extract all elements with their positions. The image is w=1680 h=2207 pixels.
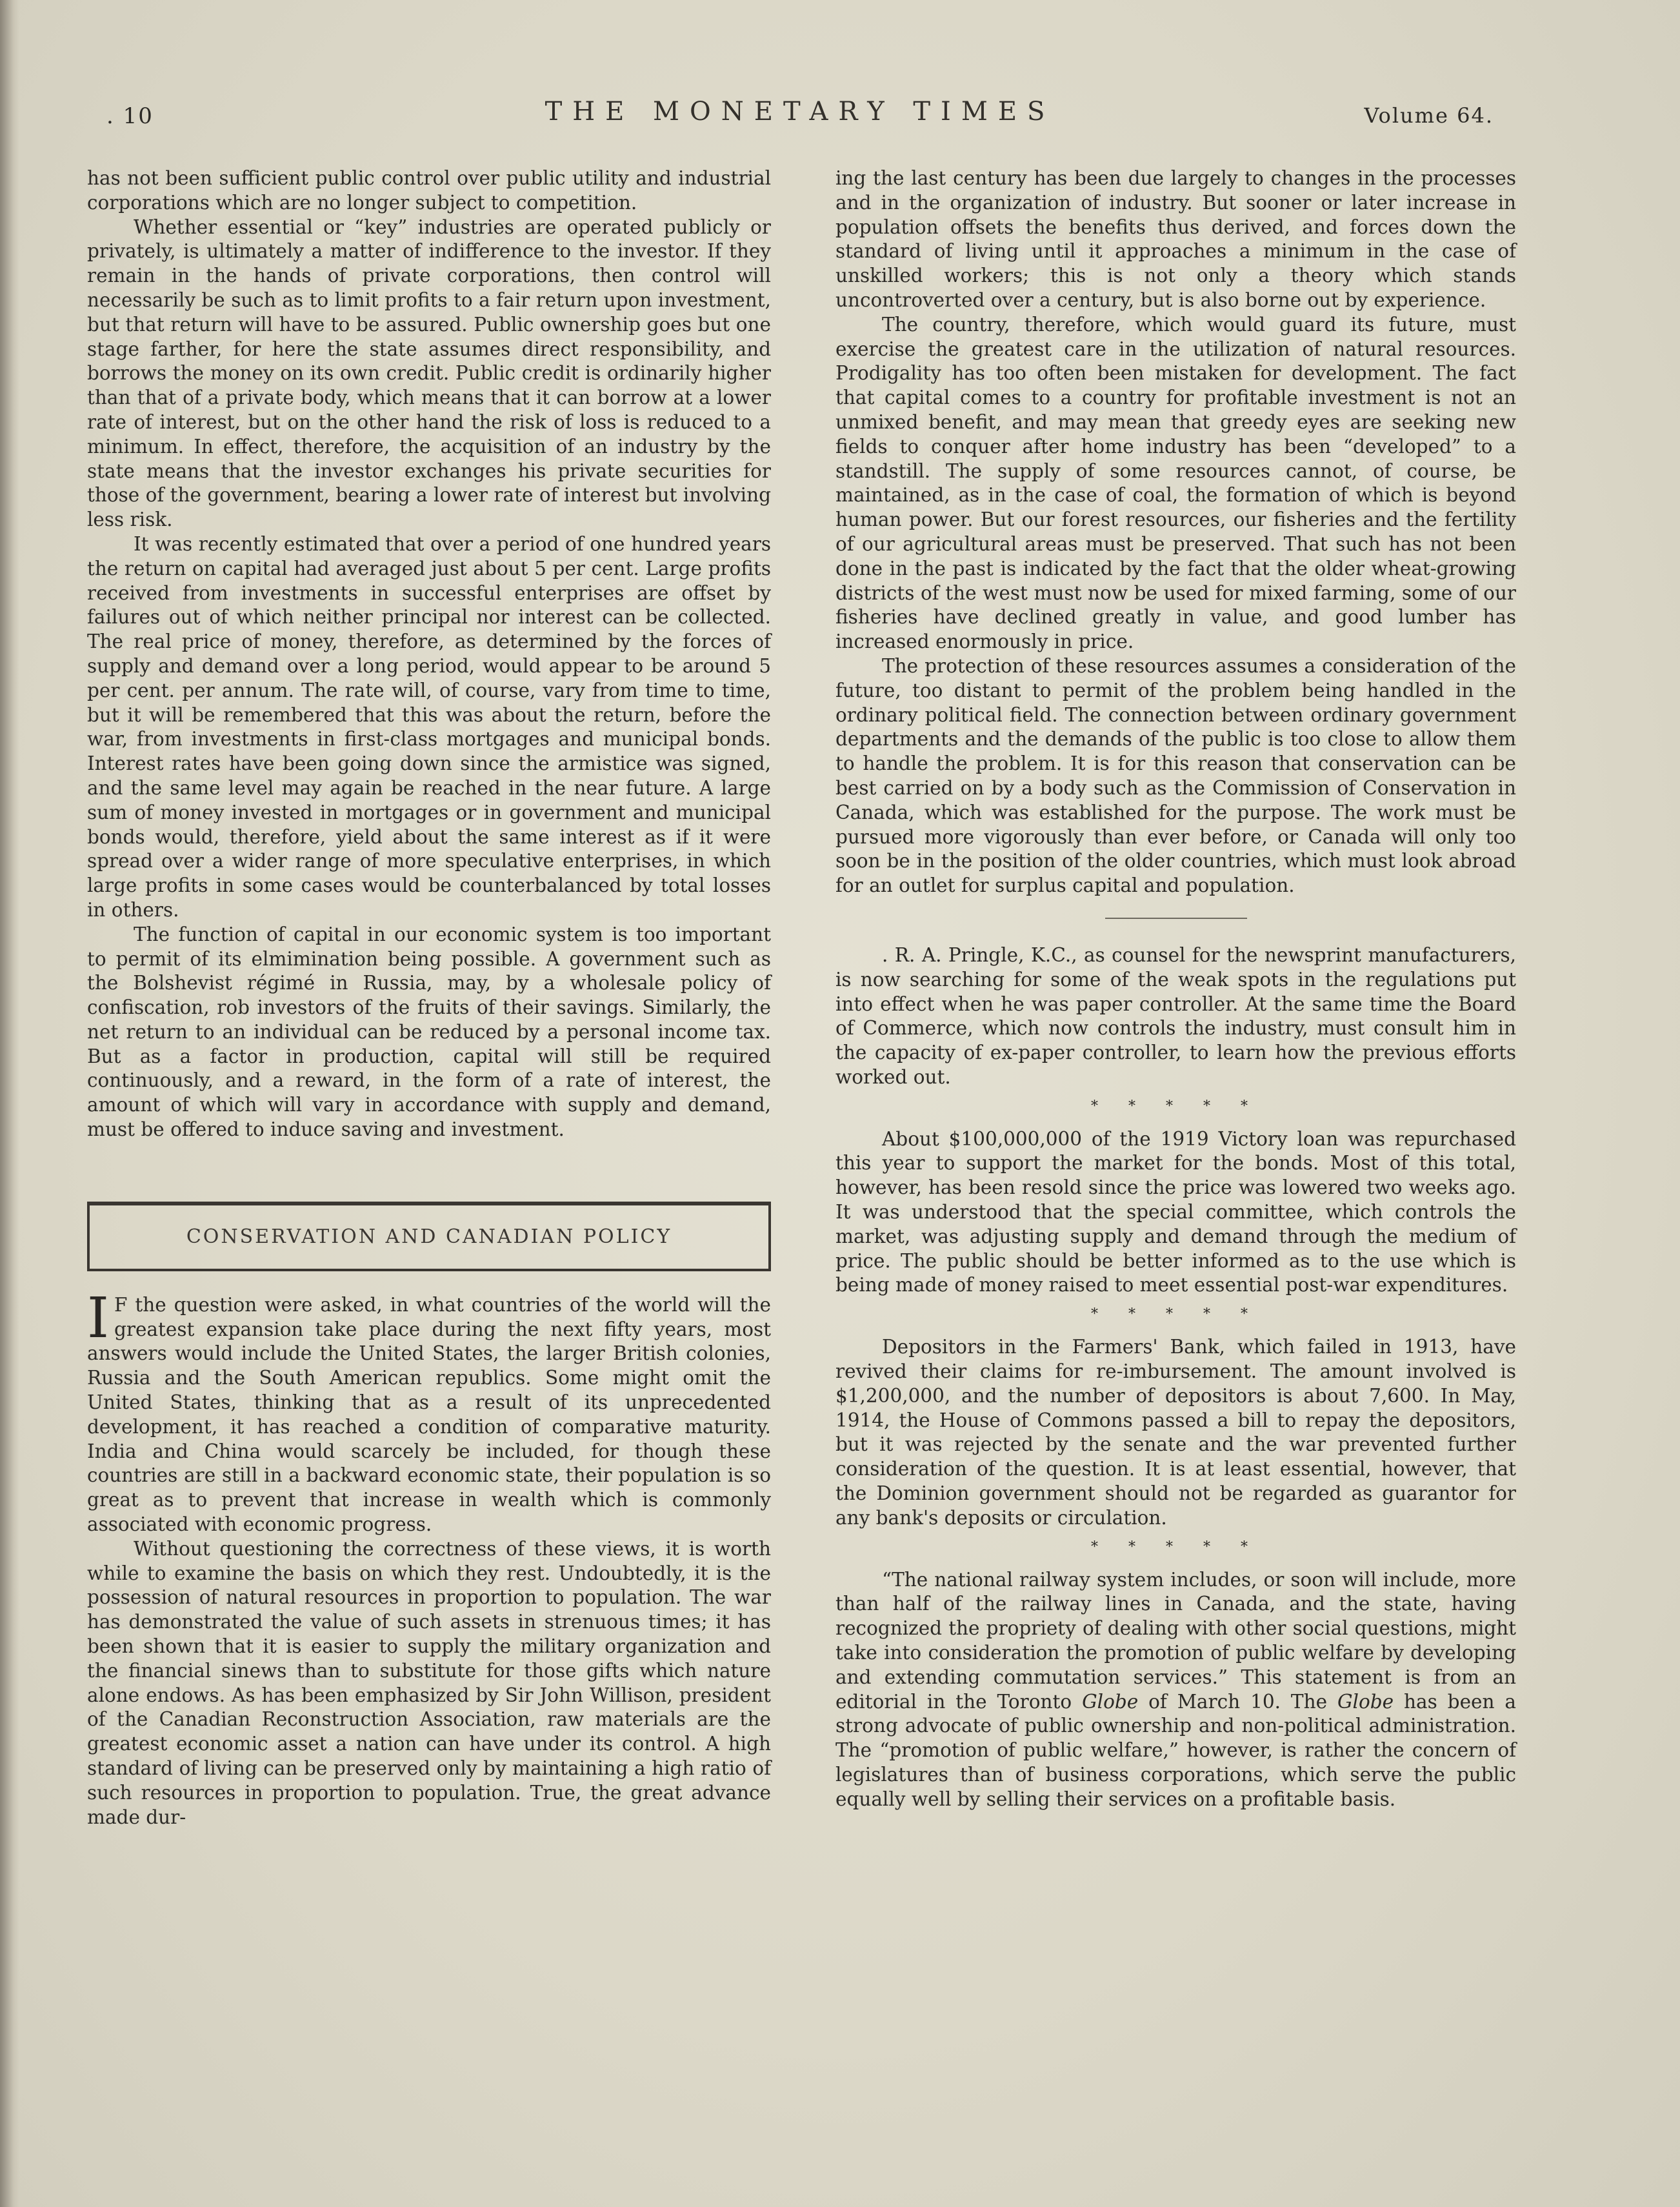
paragraph: It was recently estimated that over a period of one hundred years the return on capital had averaged just about 5 per cent. Large profits received from investments in successful enterprises are offset by failures out of which neither principal nor interest can be collected. The real price of money, therefore, as determined by the forces of supply and demand over a long period, would appear to be around 5 per cent. per annum. The rate will, of course, vary from time to time, but it will be remembered that this was about the return, before the war, from investments in first-class mortgages and municipal bonds. Interest rates have been going down since the armistice was signed, and the same level may again be reached in the near future. A large sum of money invested in mortgages or in government and municipal bonds would, therefore, yield about the same interest as if it were spread over a wider range of more speculative enterprises, in which large profits in some cases would be counterbalanced by total losses in others.	[87, 532, 771, 921]
newspaper-name: Globe	[1082, 1690, 1139, 1713]
paragraph-text: F the question were asked, in what countries of the world will the greatest expansion take place during the next fifty years, most answers would include the United States, the larger British colonies, Russia and the South American republics. Some might omit the United States, thinking that as a result of its unprecedented development, it has reached a condition of comparative maturity. India and China would scarcely be included, for though these countries are still in a backward economic state, their population is so great as to prevent that increase in wealth which is commonly associated with economic progress.	[87, 1293, 771, 1536]
paragraph	[835, 1568, 1516, 1812]
paragraph: The protection of these resources assumes a consideration of the future, too distant to permit of the problem being handled in the ordinary political field. The connection between ordinary government departments and the demands of the public is too close to allow them to handle the problem. It is for this reason that conservation can be best carried on by a body such as the Commission of Conservation in Canada, which was established for the purpose. The work must be pursued more vigorously than ever before, or Canada will only too soon be in the position of the older countries, which must look abroad for an outlet for surplus capital and population.	[835, 654, 1516, 897]
page-header	[106, 97, 1494, 142]
section-heading-box	[87, 1202, 771, 1271]
left-column	[87, 166, 771, 1829]
paragraph: ing the last century has been due largely to changes in the processes and in the organization of industry. But sooner or later increase in population offsets the benefits thus derived, and forces down the standard of living until it approaches a minimum in the case of unskilled workers; this is not only a theory which stands uncontroverted over a century, but is also borne out by experience.	[835, 167, 1516, 311]
section-divider	[1105, 918, 1247, 919]
paragraph: . R. A. Pringle, K.C., as counsel for the newsprint manufacturers, is now searching for some of the weak spots in the regulations put into effect when he was paper controller. At the same time the Board of Commerce, which now controls the industry, must consult him in the capacity of ex-paper controller, to learn how the previous efforts worked out.	[835, 943, 1516, 1088]
page-number: . 10	[106, 103, 154, 129]
paragraph: About $100,000,000 of the 1919 Victory loan was repurchased this year to support the market for the bonds. Most of this total, however, has been resold since the price was lowered two weeks ago. It was understood that the special committee, which controls the market, was adjusting supply and demand through the medium of price. The public should be better informed as to the use which is being made of money raised to meet essential post-war expenditures.	[835, 1127, 1516, 1296]
paragraph: The function of capital in our economic system is too important to permit of its elmimination being possible. A government such as the Bolshevist régimé in Russia, may, by a wholesale policy of confiscation, rob investors of the fruits of their savings. Similarly, the net return to an individual can be reduced by a personal income tax. But as a factor in production, capital will still be required continuously, and a reward, in the form of a rate of interest, the amount of which will vary in accordance with supply and demand, must be offered to induce saving and investment.	[87, 923, 771, 1141]
right-column	[835, 166, 1516, 1812]
asterisk-divider: * * * * *	[1091, 1538, 1261, 1555]
section-heading: CONSERVATION AND CANADIAN POLICY	[186, 1225, 672, 1248]
paragraph-text: of March 10. The	[1138, 1690, 1337, 1713]
asterisk-divider: * * * * *	[1091, 1306, 1261, 1323]
paragraph: has not been sufficient public control over public utility and industrial corporations which are no longer subject to competition.	[87, 167, 771, 214]
paragraph: Whether essential or “key” industries are operated publicly or privately, is ultimately a matter of indifference to the investor. If they remain in the hands of private corporations, then control will necessarily be such as to limit profits to a fair return upon investment, but that return will have to be assured. Public ownership goes but one stage farther, for here the state assumes direct responsibility, and borrows the money on its own credit. Public credit is ordinarily higher than that of a private body, which means that it can borrow at a lower rate of interest, but on the other hand the risk of loss is reduced to a minimum. In effect, therefore, the acquisition of an industry by the state means that the investor exchanges his private securities for those of the government, bearing a lower rate of interest but involving less risk.	[87, 216, 771, 531]
paragraph: The country, therefore, which would guard its future, must exercise the greatest care in the utilization of natural resources. Prodigality has too often been mistaken for development. The fact that capital comes to a country for profitable investment is not an unmixed benefit, and may mean that greedy eyes are seeking new fields to conquer after home industry has been “developed” to a standstill. The supply of some resources cannot, of course, be maintained, as in the case of coal, the formation of which is beyond human power. But our forest resources, our fisheries and the fertility of our agricultural areas must be preserved. That such has not been done in the past is indicated by the fact that the older wheat-growing districts of the west must now be used for mixed farming, some of our fisheries have declined greatly in value, and good lumber has increased enormously in price.	[835, 313, 1516, 653]
newspaper-name: Globe	[1337, 1690, 1394, 1713]
drop-cap: I	[87, 1285, 109, 1351]
masthead-title: THE MONETARY TIMES	[545, 97, 1055, 126]
paragraph: Depositors in the Farmers' Bank, which failed in 1913, have revived their claims for re-imbursement. The amount involved is $1,200,000, and the number of depositors is about 7,600. In May, 1914, the House of Commons passed a bill to repay the depositors, but it was rejected by the senate and the war prevented further consideration of the question. It is at least essential, however, that the Dominion government should not be regarded as guarantor for any bank's deposits or circulation.	[835, 1336, 1516, 1529]
volume-label: Volume 64.	[1364, 103, 1494, 128]
paragraph-text: “The national railway system includes, or soon will include, more than half of the railway lines in Canada, and the state, having recognized the propriety of dealing with other social questions, might take into consideration the promotion of public welfare by developing and extending commutation services.” This statement is from an editorial in the Toronto	[835, 1568, 1516, 1713]
paragraph-text: has been a strong advocate of public ownership and non-political administration. The “promotion of public welfare,” however, is rather the concern of legislatures than of business corporations, which serve the public equally well by selling their services on a profitable basis.	[835, 1690, 1517, 1810]
paragraph	[87, 1285, 771, 1537]
asterisk-divider: * * * * *	[1091, 1098, 1261, 1114]
paragraph: Without questioning the correctness of these views, it is worth while to examine the basis on which they rest. Undoubtedly, it is the possession of natural resources in proportion to population. The war has demonstrated the value of such assets in strenuous times; it has been shown that it is easier to supply the military organization and the financial sinews than to substitute for those gifts which nature alone endows. As has been emphasized by Sir John Willison, president of the Canadian Reconstruction Association, raw materials are the greatest economic asset a nation can have under its control. A high standard of living can be preserved only by maintaining a high ratio of such resources in proportion to population. True, the great advance made dur-	[87, 1537, 771, 1828]
binding-edge	[0, 0, 19, 2207]
